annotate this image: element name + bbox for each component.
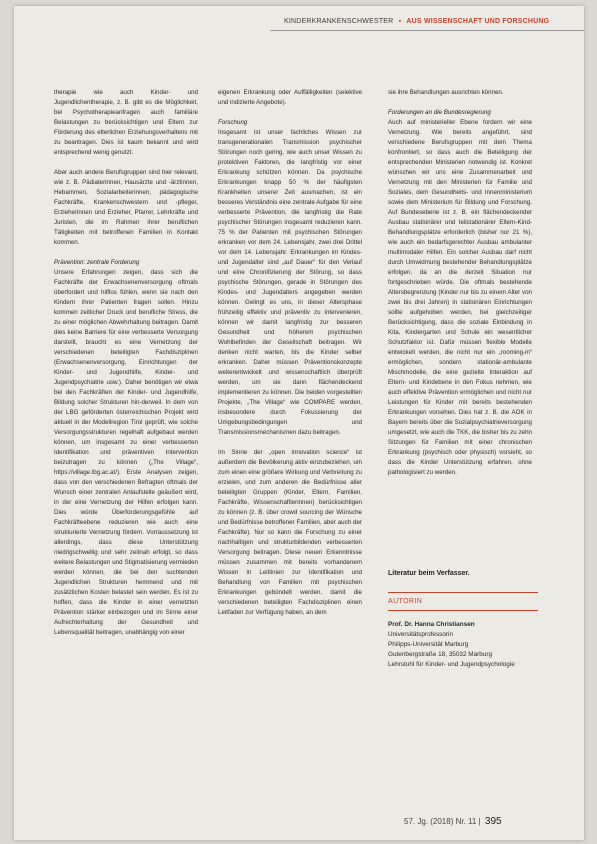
author-block: [388, 620, 538, 670]
header-separator: ▪: [398, 18, 402, 25]
subheading-forderungen: Forderungen an die Bundesregierung: [388, 109, 491, 116]
page-footer: [404, 816, 502, 827]
text-column-1: [54, 88, 198, 648]
paragraph: Auch auf ministerieller Ebene fordern wir eine Vernetzung. Wie bereits angeführt, sind verschiedene Berufsgruppen mit dem Thema konfrontiert, so dass auch die Beteiligung der entsprechenden Ministerien notwendig ist. Konkret wünschen wir uns eine Zusammenarbeit und Vernetzung mit den Ministerien für Familie und Soziales, dem Gesundheits- und Innenministerium sowie dem Ministerium für Bildung und Forschung. Auf Bundesebene ist z. B. ein flächendeckender Ausbau stationärer und teilstationärer Eltern-Kind-Behandlungsplätze erforderlich (bisher nur 21 %), wie auch ein bedarfsgerechter Ausbau ambulanter multimodaler Hilfen. Ein solcher Ausbau darf nicht durch Umwidmung bestehender Behandlungsplätze erfolgen, da an die derzeit Situation nur fortgeschrieben würde. Die oftmals bestehende Altersbegrenzung (Kinder nur bis zu einem Alter von zwei bis drei Jahren) in stationären Einrichtungen sollte aufgehoben werden, bei gleichzeitiger Berücksichtigung, dass die soziale Einbindung in Kita, Kindergarten und Schule ein wesentlicher Schutzfaktor ist. Dafür müssen flexible Modelle entwickelt werden, die nicht nur ein „rooming-in“ ermöglichen, sondern stationär-ambulante Mischmodelle, die eine gezielte Interaktion auf Eltern- und Kindebene in den Fokus nehmen, wie auch effektive Prävention ermöglichen und nicht nur Leistungen für Kinder mit bereits bestehenden Erkrankungen vorsehen. Dies hat z. B. die AOK in Bayern bereits über die Sozialpsychiatrieversorgung umgesetzt, wie auch die TKK, die bisher bis zu zehn Sitzungen für Familien mit einer chronischen Erkrankung (psychisch oder physisch) vorsieht, so dass die Kinder Unterstützung erfahren, ohne pathologisiert zu werden.: [388, 119, 532, 476]
journal-name: KINDERKRANKENSCHWESTER: [284, 18, 394, 25]
text-column-3: [388, 88, 532, 488]
paragraph: eigenen Erkrankung oder Auffälligkeiten (selektive und indizierte Angebote).: [218, 89, 362, 106]
section-title: AUS WISSENSCHAFT UND FORSCHUNG: [406, 18, 550, 25]
footer-separator: |: [478, 817, 481, 826]
author-line: Gutenbergstraße 18, 35032 Marburg: [388, 651, 493, 658]
paragraph: Aber auch andere Berufsgruppen sind hier relevant, wie z. B. Pädiaterinnen, Hausärzte und -ärztinnen, Hebammen, Sozialarbeiterinnen, pädagogische Fachkräfte, Krankenschwestern und -pfleger, Erzieherinnen und Erzieher, Pfarrer, Lehrkräfte und Juristen, die im Rahmen ihrer beruflichen Tätigkeiten mit betroffenen Familien in Kontakt kommen.: [54, 169, 198, 246]
author-name: Prof. Dr. Hanna Christiansen: [388, 621, 475, 628]
running-head: [284, 18, 574, 25]
paragraph: Im Sinne der „open innovation science“ ist außerdem die Bevölkerung aktiv einzubeziehen, um zum einen eine größere Wirkung und Verbreitung zu erzielen, und zum anderen die Bedürfnisse aller beteiligten Gruppen (Kinder, Eltern, Familien, Fachkräfte, Wissenschaftlerinnen) berücksichtigen zu können (z. B. über crowd sourcing der Wünsche und Bedürfnisse betroffener Familien, aber auch der Fachkräfte). Nur so kann die Forschung zu einer nachhaltigen und strukturbildenden verbesserten Versorgung beitragen. Diese neuen Erkenntnisse müssen zusammen mit bereits vorhandenem Wissen in Leitlinien zur Identifikation und Behandlung von Familien mit psychischen Erkrankungen gebündelt werden, damit die verschiedenen beteiligten Fachdisziplinen einen Leitfaden zur Verfügung haben, an dem: [218, 449, 362, 616]
author-line: Universitätsprofessorin: [388, 631, 453, 638]
subheading-forschung: Forschung: [218, 119, 248, 126]
author-label: AUTORIN: [388, 598, 423, 605]
paragraph: therapie wie auch Kinder- und Jugendlichentherapie, z. B. gibt es die Möglichkeit, bei Psychotherapieanfragen auch familiäre Belastungen zu berücksichtigen und Eltern zur Förderung des elterlichen Erziehungsverhaltens mit zu beantragen. Dies ist kaum bekannt und wird entsprechend wenig genutzt.: [54, 89, 198, 156]
literature-note: Literatur beim Verfasser.: [388, 570, 470, 577]
subheading-praevention: Prävention: zentrale Forderung: [54, 259, 140, 266]
paragraph: Unsere Erfahrungen zeigen, dass sich die Fachkräfte der Erwachsenenversorgung oftmals überfordert und hilflos fühlen, wenn sie nach den Kindern ihrer Patienten fragen sollen. Hinzu kommen zeitlicher Druck und berufliche Stress, die zu einer möglichen Abwehrhaltung beitragen. Damit dies keine Barriere für eine verbesserte Versorgung darstellt, braucht es eine Vernetzung der verschiedenen beteiligten Fachdisziplinen (Erwachsenenversorgung, Einrichtungen der Kinder- und Jugendhilfe, Kinder- und Jugendpsychiatrie usw.). Daher benötigen wir etwa bei den Fachkräften der Kinder- und Jugendhilfe, Bildung solcher Strukturen hin-derweil. In dem von der LBG geförderten österreichischen Projekt wird aktuell in der Modellregion Tirol geprüft, wie solche Versorgungsstrukturen regelhaft aufgebaut werden können, um insgesamt zu einer verbesserten Identifikation und präventiven Intervention beizutragen zu können („The Village“, https://village.lbg.ac.at/). Erste Analysen zeigen, dass von den verschiedenen Befragten oftmals der Wunsch einer zentralen Anlaufstelle geäußert wird, in der eine Vernetzung der Hilfen erfolgen kann. Dies würde Überforderungsgefühle auf Fachkräfteebene reduzieren wie auch eine strukturierte Vernetzung fördern. Vorraussetzung ist allerdings, dass diese Unterstützung niedrigschwellig und sehr zeitnah erfolgt, so dass weitere Belastungen und Stigmatisierung vermieden werden können, die bei den suchtenden Jugendlichen Strukturen hemmend und mit zusätzlichen Kosten belastet sein werden. Es ist zu hoffen, dass die Kinder in einer vernetzten Prävention stärker einbezogen und im Sinne einer Aufrechterhaltung der Gesundheit und Lebensqualität beitragen, unabhängig von einer: [54, 269, 198, 636]
author-rule-top: [388, 592, 538, 593]
header-rule: [270, 30, 584, 31]
author-line: Lehrstuhl für Kinder- und Jugendpsychologie: [388, 661, 515, 668]
journal-page: [14, 6, 584, 840]
paragraph: sie ihre Behandlungen ausrichten können.: [388, 89, 504, 96]
text-column-2: [218, 88, 362, 628]
paragraph: Insgesamt ist unser fachliches Wissen zur transgenerationalen Transmission psychischer Störungen noch gering, wie auch unser Wissen zu protektiven Faktoren, die langfristig vor einer Erkrankung schützen können. Da psychische Erkrankungen knapp 50 % der häufigsten Krankheiten unserer Zeit ausmachen, ist ein besseres Verständnis eine zentrale Aufgabe für eine verbesserte Prävention, die langfristig die Rate psychischer Störungen insgesamt reduzieren kann. 75 % der Patienten mit psychischen Störungen erkranken vor dem 24. Lebensjahr, zwei drei Drittel vor dem 14. Lebensjahr. Erkrankungen im Kindes- und Jugendalter sind „auf Dauer“ für den Verlauf und eine Chronifizierung der Störung, so dass psychische Störungen, gerade in Störungen des Kindes- und Jugendalters angegeben werden können. Gelingt es uns, in dieser Altersphase frühzeitig effektiv und präventiv zu intervenieren, können wir damit langfristig zur besseren Gesundheit und höherem psychischen Wohlbefinden der Gesellschaft beitragen. Wir denken nicht warten, bis die Kinder selber erkranken. Daher müssen Präventionskonzepte weiterentwickelt und wissenschaftlich überprüft werden, um sie dann flächendeckend implementieren zu können. Die beiden vorgestellten Projekte, „The Village“ wie COMPARE werden, insbesondere durch Fokussierung der Umgebungsbedingungen und Transmissionsmechanismen dazu beitragen.: [218, 129, 362, 436]
issue-info: 57. Jg. (2018) Nr. 11: [404, 817, 477, 826]
author-rule-bottom: [388, 610, 538, 611]
author-line: Philipps-Universität Marburg: [388, 641, 469, 648]
page-number: 395: [484, 816, 502, 827]
